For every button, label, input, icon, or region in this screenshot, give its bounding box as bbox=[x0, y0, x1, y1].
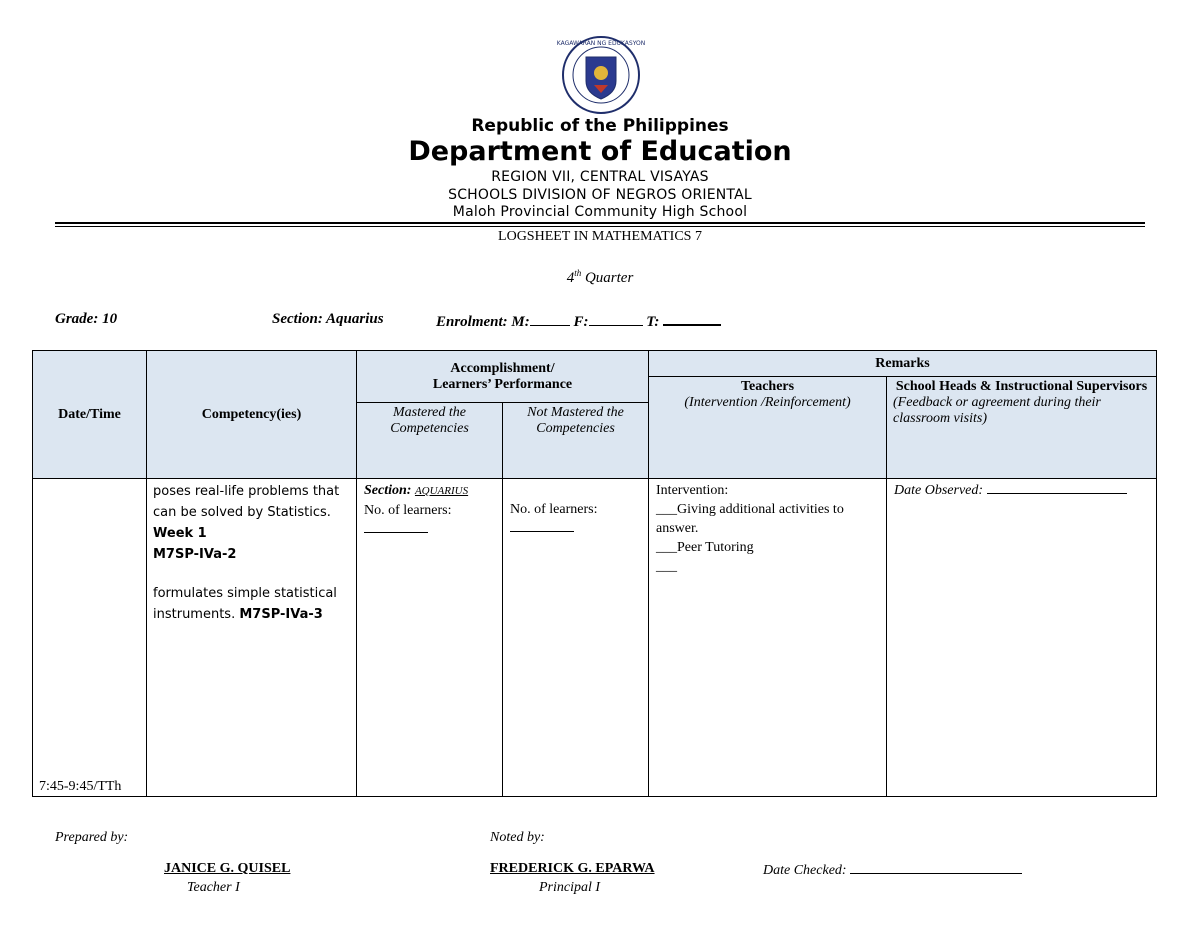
intervention-text-1: Giving additional activities to answer. bbox=[656, 502, 844, 536]
competency-code-2: M7SP-IVa-3 bbox=[239, 607, 323, 622]
section-label: Section: Aquarius bbox=[272, 311, 384, 327]
competency-1: poses real-life problems that can be solved by Statistics. bbox=[153, 484, 340, 520]
competency-week: Week 1 bbox=[153, 526, 207, 541]
enrolment-t-blank[interactable] bbox=[663, 311, 721, 326]
deped-seal-icon bbox=[556, 35, 646, 115]
intervention-item-1 bbox=[656, 500, 879, 538]
enrolment-label: Enrolment: M: bbox=[436, 314, 530, 330]
mastered-count-blank[interactable] bbox=[364, 522, 428, 533]
section-value-cell: AQUARIUS bbox=[414, 485, 469, 497]
prepared-by-label: Prepared by: bbox=[55, 830, 129, 845]
accomplishment-line1: Accomplishment/ bbox=[450, 360, 555, 376]
section-label-cell: Section: bbox=[364, 483, 412, 498]
heads-sub: (Feedback or agreement during their classroom visits) bbox=[893, 395, 1101, 426]
quarter-word: Quarter bbox=[584, 270, 634, 286]
competency-2 bbox=[153, 583, 350, 625]
seal-text: KAGAWARAN NG EDUKASYON bbox=[556, 40, 646, 47]
col-header-date: Date/Time bbox=[33, 351, 147, 479]
row-heads bbox=[887, 479, 1157, 797]
teachers-sub: (Intervention /Reinforcement) bbox=[684, 395, 851, 410]
header-region: REGION VII, CENTRAL VISAYAS bbox=[491, 169, 709, 185]
noted-by-label: Noted by: bbox=[490, 830, 545, 845]
intervention-blank-2[interactable]: ___ bbox=[656, 540, 678, 555]
quarter-label bbox=[0, 268, 1200, 287]
intervention-item-3 bbox=[656, 557, 879, 576]
row-date bbox=[33, 479, 147, 797]
competency-code-1: M7SP-IVa-2 bbox=[153, 547, 237, 562]
date-checked-field bbox=[763, 861, 1022, 879]
row-not-mastered bbox=[503, 479, 649, 797]
intervention-text-2: Peer Tutoring bbox=[677, 540, 754, 555]
table-row bbox=[33, 479, 1157, 797]
date-checked-blank[interactable] bbox=[850, 861, 1022, 874]
header-school: Maloh Provincial Community High School bbox=[452, 204, 748, 220]
logsheet-table bbox=[32, 350, 1157, 797]
principal-title: Principal I bbox=[539, 880, 601, 895]
competency-2-text: formulates simple statistical instruments. bbox=[153, 586, 337, 622]
not-mastered-count-blank[interactable] bbox=[510, 521, 574, 532]
enrolment-m-blank[interactable] bbox=[530, 312, 570, 326]
header-divider-thin bbox=[55, 226, 1145, 227]
enrolment-field bbox=[436, 311, 721, 331]
col-header-competency: Competency(ies) bbox=[147, 351, 357, 479]
date-observed-label: Date Observed: bbox=[894, 483, 984, 498]
row-teachers bbox=[649, 479, 887, 797]
quarter-suffix: th bbox=[574, 268, 582, 278]
enrolment-f-label: F: bbox=[573, 314, 589, 330]
heads-label: School Heads & Instructional Supervisors bbox=[895, 379, 1148, 394]
enrolment-f-blank[interactable] bbox=[589, 312, 643, 326]
grade-label: Grade: 10 bbox=[55, 311, 118, 327]
col-header-not-mastered: Not Mastered the Competencies bbox=[503, 403, 649, 479]
mastered-learners-label: No. of learners: bbox=[364, 503, 452, 518]
col-header-accomplishment bbox=[357, 351, 649, 403]
logsheet-title: LOGSHEET IN MATHEMATICS 7 bbox=[498, 229, 702, 244]
header-division: SCHOOLS DIVISION OF NEGROS ORIENTAL bbox=[448, 187, 752, 203]
col-header-teachers bbox=[649, 377, 887, 479]
not-mastered-learners-label: No. of learners: bbox=[510, 502, 598, 517]
col-header-heads bbox=[887, 377, 1157, 479]
intervention-item-2 bbox=[656, 538, 879, 557]
row-competency bbox=[147, 479, 357, 797]
teacher-name: JANICE G. QUISEL bbox=[164, 861, 291, 876]
header-divider bbox=[55, 222, 1145, 224]
intervention-label: Intervention: bbox=[656, 483, 729, 498]
accomplishment-line2: Learners’ Performance bbox=[432, 376, 573, 392]
intervention-blank-1[interactable]: ___ bbox=[656, 502, 678, 517]
principal-name: FREDERICK G. EPARWA bbox=[490, 861, 655, 876]
row-date-text: 7:45-9:45/TTh bbox=[39, 779, 122, 794]
col-header-mastered: Mastered the Competencies bbox=[357, 403, 503, 479]
teacher-title: Teacher I bbox=[187, 880, 240, 895]
header-republic: Republic of the Philippines bbox=[471, 116, 729, 136]
intervention-blank-3[interactable]: ___ bbox=[656, 559, 678, 574]
date-checked-label: Date Checked: bbox=[763, 863, 847, 878]
enrolment-t-label: T: bbox=[646, 314, 660, 330]
col-header-remarks: Remarks bbox=[649, 351, 1157, 377]
row-mastered bbox=[357, 479, 503, 797]
date-observed-blank[interactable] bbox=[987, 481, 1127, 494]
quarter-number: 4 bbox=[566, 270, 575, 286]
header-department: Department of Education bbox=[408, 136, 792, 167]
teachers-label: Teachers bbox=[740, 379, 795, 394]
